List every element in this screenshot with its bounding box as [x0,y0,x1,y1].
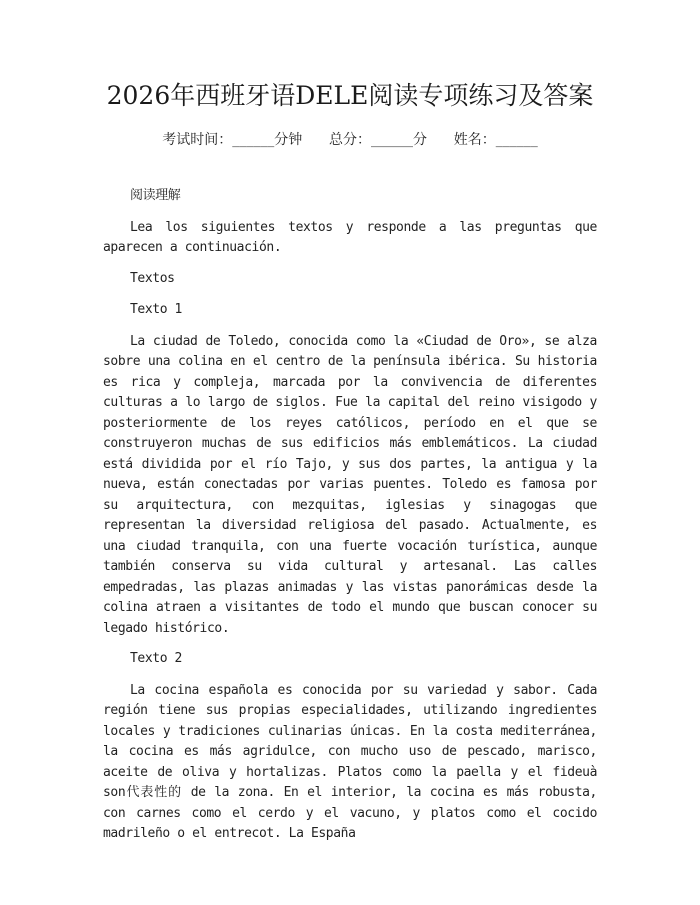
text2-label: Texto 2 [130,651,182,666]
text1-body: La ciudad de Toledo, conocida como la «Ciudad de Oro», se alza sobre una colina en el centro de la península ibérica. Su historia es rica y compleja, marcada por la convivencia de diferentes culturas a lo largo de siglos. Fue la capital del reino visigodo y posteriormente de los reyes católicos, período en el que se construyeron muchas de sus edificios más emblemáticos. La ciudad está dividida por el río Tajo, y sus dos partes, la antigua y la nueva, están conectadas por varias puentes. Toledo es famosa por su arquitectura, con mezquitas, iglesias y sinagogas que representan la diversidad religiosa del pasado. Actualmente, es una ciudad tranquila, con una fuerte vocación turística, aunque también conserva su vida cultural y artesanal. Las calles empedradas, las plazas animadas y las vistas panorámicas desde la colina atraen a visitantes de todo el mundo que buscan conocer su legado histórico. [103,333,597,636]
section-title: 阅读理解 [130,188,181,203]
text1-label: Texto 1 [130,302,182,317]
document-title: 2026年西班牙语DELE阅读专项练习及答案 [106,81,594,110]
instructions-paragraph: Lea los siguientes textos y responde a las preguntas que aparecen a continuación. [103,219,597,255]
exam-info-line: 考试时间：______分钟 总分：______分 姓名：______ [162,132,538,148]
document-content [103,186,597,855]
text2-body: La cocina española es conocida por su variedad y sabor. Cada región tiene sus propias especialidades, utilizando ingredientes locales y tradiciones culinarias únicas. En la costa mediterránea, la cocina es más agridulce, con mucho uso de pescado, marisco, aceite de oliva y hortalizas. Platos como la paella y el fideuà son代表性的 de la zona. En el interior, la cocina es más robusta, con carnes como el cerdo y el vacuno, y platos como el cocido madrileño o el entrecot. La España [103,682,597,841]
texts-label: Textos [130,270,175,286]
